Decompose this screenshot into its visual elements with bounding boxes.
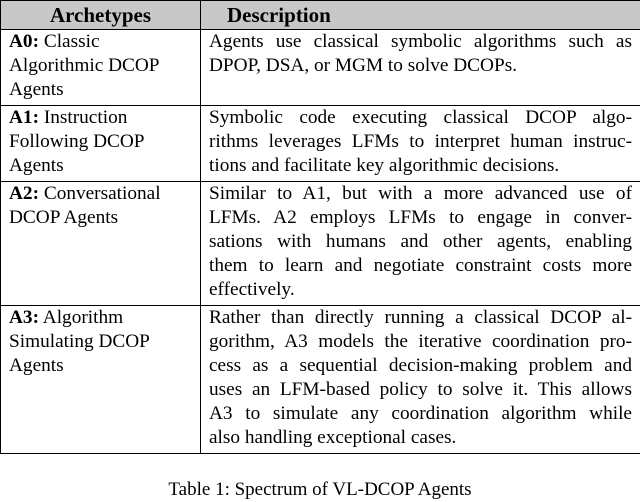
archetype-name: Agents bbox=[9, 155, 64, 176]
description-line: DPOP, DSA, or MGM to solve DCOPs. bbox=[209, 54, 632, 78]
archetype-id: A2: bbox=[9, 183, 39, 204]
description-line: Agents use classical symbolic algorithms such as bbox=[209, 30, 632, 54]
description-line: tions and facilitate key algorithmic decisions. bbox=[209, 154, 632, 178]
archetype-cell bbox=[1, 30, 201, 106]
archetype-id: A3: bbox=[9, 307, 39, 328]
archetype-cell bbox=[1, 182, 201, 306]
archetype-id: A0: bbox=[9, 31, 39, 52]
archetype-name: DCOP Agents bbox=[9, 207, 118, 228]
archetype-name: Agents bbox=[9, 79, 64, 100]
header-archetypes: Archetypes bbox=[1, 1, 201, 30]
header-row bbox=[1, 1, 640, 30]
description-line: uses an LFM-based policy to solve it. This allows bbox=[209, 378, 632, 402]
archetype-name: Algorithm bbox=[43, 307, 123, 328]
description-cell bbox=[201, 106, 640, 182]
description-line: rithms leverages LFMs to interpret human instruc- bbox=[209, 130, 632, 154]
header-description: Description bbox=[201, 1, 640, 30]
description-line: Symbolic code executing classical DCOP algo- bbox=[209, 106, 632, 130]
archetype-name: Agents bbox=[9, 355, 64, 376]
description-line: gorithm, A3 models the iterative coordination pro- bbox=[209, 330, 632, 354]
table-row bbox=[1, 106, 640, 182]
description-line: A3 to simulate any coordination algorithm while bbox=[209, 402, 632, 426]
description-line: also handling exceptional cases. bbox=[209, 426, 632, 450]
description-line: them to learn and negotiate constraint costs more bbox=[209, 254, 632, 278]
archetype-cell bbox=[1, 306, 201, 454]
table-row bbox=[1, 30, 640, 106]
description-cell bbox=[201, 306, 640, 454]
archetype-name: Conversational bbox=[44, 183, 161, 204]
description-line: effectively. bbox=[209, 278, 632, 302]
archetype-id: A1: bbox=[9, 107, 39, 128]
description-line: Rather than directly running a classical DCOP al- bbox=[209, 306, 632, 330]
table-row bbox=[1, 182, 640, 306]
archetype-name: Simulating DCOP bbox=[9, 331, 150, 352]
archetype-name: Instruction bbox=[44, 107, 128, 128]
description-line: cess as a sequential decision-making problem and bbox=[209, 354, 632, 378]
archetype-name: Classic bbox=[44, 31, 100, 52]
table-row bbox=[1, 306, 640, 454]
archetype-name: Algorithmic DCOP bbox=[9, 55, 160, 76]
description-line: Similar to A1, but with a more advanced use of bbox=[209, 182, 632, 206]
description-cell bbox=[201, 30, 640, 106]
description-line: LFMs. A2 employs LFMs to engage in conver- bbox=[209, 206, 632, 230]
description-line: sations with humans and other agents, enabling bbox=[209, 230, 632, 254]
archetype-cell bbox=[1, 106, 201, 182]
table-caption: Table 1: Spectrum of VL-DCOP Agents bbox=[0, 478, 640, 502]
description-cell bbox=[201, 182, 640, 306]
archetype-name: Following DCOP bbox=[9, 131, 145, 152]
